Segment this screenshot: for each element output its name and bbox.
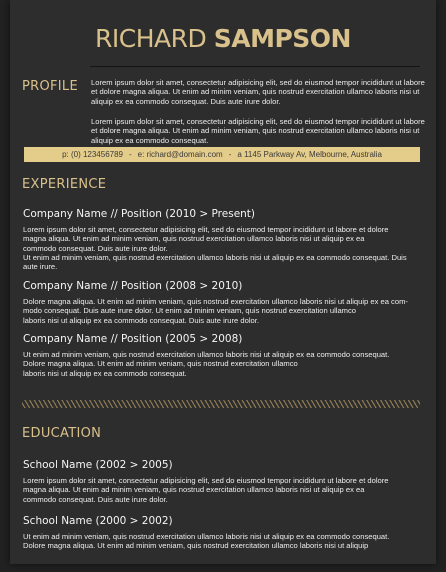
profile-paragraph-1: Lorem ipsum dolor sit amet, consectetur adipisicing elit, sed do eiusmod tempor incididunt ut labore et dolore magna aliqua. Ut enim ad minim veniam, quis nostrud exercitation ullamco laboris nisi ut aliquip ex ea commodo consequat. Duis aute irure dolor. bbox=[91, 78, 425, 106]
school-heading: School Name (2002 > 2005) bbox=[23, 459, 173, 471]
resume-name bbox=[10, 24, 436, 54]
school-heading: School Name (2000 > 2002) bbox=[23, 515, 173, 527]
experience-heading: EXPERIENCE bbox=[22, 177, 107, 192]
resume-page bbox=[10, 0, 436, 564]
job-description bbox=[23, 350, 423, 378]
profile-heading: PROFILE bbox=[22, 79, 78, 94]
job-description bbox=[23, 225, 423, 271]
text-line: aute irure. bbox=[23, 262, 58, 272]
header-divider bbox=[90, 66, 420, 67]
text-line: magna aliqua. Ut enim ad minim veniam, quis nostrud exercitation ullamco laboris nisi ut aliquip ex ea bbox=[23, 234, 365, 244]
section-divider bbox=[22, 400, 420, 408]
job-heading: Company Name // Position (2008 > 2010) bbox=[23, 280, 243, 292]
last-name: SAMPSON bbox=[213, 24, 351, 53]
text-line: Ut enim ad minim veniam, quis nostrud exercitation ullamco laboris nisi ut aliquip ex ea commodo consequat. bbox=[23, 350, 390, 359]
text-line: laboris nisi ut aliquip ex ea commodo consequat. bbox=[23, 368, 187, 378]
contact-separator: - bbox=[129, 150, 132, 159]
job-heading: Company Name // Position (2010 > Present) bbox=[23, 208, 256, 220]
text-line: modo consequat. Duis aute irure dolor. Ut enim ad minim veniam, quis nostrud exercitation ullamco bbox=[23, 306, 357, 316]
contact-email: e: richard@domain.com bbox=[137, 150, 223, 159]
text-line: Dolore magna aliqua. Ut enim ad minim veniam, quis nostrud exercitation ullamco laboris nisi ut aliquip ex ea com- bbox=[23, 297, 408, 306]
profile-paragraph-2: Lorem ipsum dolor sit amet, consectetur adipisicing elit, sed do eiusmod tempor incididunt ut labore et dolore magna aliqua. Ut enim ad minim veniam, quis nostrud exercitation ullamco laboris nisi ut aliquip ex ea commodo consequat. bbox=[91, 117, 425, 145]
text-line: magna aliqua. Ut enim ad minim veniam, quis nostrud exercitation ullamco laboris nisi ut aliquip ex ea bbox=[23, 485, 365, 495]
contact-address: a 1145 Parkway Av, Melbourne, Australia bbox=[237, 150, 382, 159]
text-line: commodo consequat. Duis aute irure dolor. bbox=[23, 243, 168, 253]
first-name: RICHARD bbox=[95, 24, 207, 53]
text-line: Dolore magna aliqua. Ut enim ad minim veniam, quis nostrud exercitation ullamco laboris nisi ut aliquip bbox=[23, 541, 369, 551]
job-heading: Company Name // Position (2005 > 2008) bbox=[23, 333, 243, 345]
job-description bbox=[23, 297, 423, 325]
contact-phone: p: (0) 123456789 bbox=[62, 150, 123, 159]
text-line: Lorem ipsum dolor sit amet, consectetur adipisicing elit, sed do eiusmod tempor incididunt ut labore et dolore bbox=[23, 225, 389, 234]
text-line: Lorem ipsum dolor sit amet, consectetur adipisicing elit, sed do eiusmod tempor incididunt ut labore et dolore bbox=[23, 476, 389, 485]
school-description bbox=[23, 476, 423, 504]
text-line: commodo consequat. Duis aute irure dolor. bbox=[23, 494, 168, 504]
text-line: laboris nisi ut aliquip ex ea commodo consequat. Duis aute irure dolor. bbox=[23, 315, 259, 325]
contact-separator: - bbox=[228, 150, 232, 159]
text-line: Dolore magna aliqua. Ut enim ad minim veniam, quis nostrud exercitation ullamco bbox=[23, 359, 298, 369]
school-description bbox=[23, 532, 423, 551]
text-line: Ut enim ad minim veniam, quis nostrud exercitation ullamco laboris nisi ut aliquip ex ea commodo consequat. Duis bbox=[23, 252, 407, 262]
contact-bar bbox=[24, 147, 420, 162]
education-heading: EDUCATION bbox=[22, 426, 102, 441]
text-line: Ut enim ad minim veniam, quis nostrud exercitation ullamco laboris nisi ut aliquip ex ea commodo consequat. bbox=[23, 532, 390, 541]
